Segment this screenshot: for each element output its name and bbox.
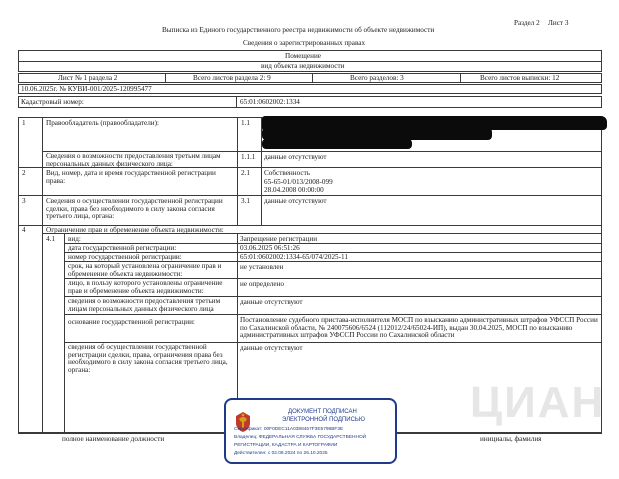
sheet-label: Лист 3: [548, 19, 569, 27]
basis-label: основание государственной регистрации:: [68, 318, 195, 326]
stamp-validity: Действителен: с 02.08.2024 по 26.10.2025: [234, 451, 328, 456]
encumbrance-label: Ограничение прав и обременение объекта недвижимости:: [46, 226, 224, 234]
deal-registration-value: данные отсутствуют: [264, 197, 327, 205]
deal-consent-value: данные отсутствуют: [240, 344, 303, 352]
third-party-data-value: данные отсутствуют: [240, 298, 303, 306]
stamp-title: ДОКУМЕНТ ПОДПИСАН: [288, 409, 357, 415]
position-caption: полное наименование должности: [62, 435, 165, 443]
electronic-signature-stamp: [224, 398, 397, 464]
object-type: Помещение: [285, 52, 321, 60]
divider: [237, 117, 238, 226]
divider: [165, 73, 166, 83]
third-party-data-label: сведения о возможности предоставления третьим лицам персональных данных физического лица: [68, 297, 221, 313]
personal-data-subnumber: 1.1.1: [241, 153, 256, 161]
kind-label: вид:: [68, 235, 81, 243]
stamp-certificate: Сертификат: 00F0DEC11A0388457F3E5798BF3E: [234, 427, 344, 432]
beneficiary-label: лицо, в пользу которого установлены ограничение прав и обременение объекта недвижимости:: [68, 279, 223, 295]
doc-id: 10.06.2025г. № КУВИ-001/2025-120995477: [21, 85, 152, 93]
row-number: 3: [22, 197, 26, 205]
total-sheets: Всего листов выписки: 12: [480, 74, 560, 82]
owner-subnumber: 1.1: [241, 119, 250, 127]
basis-value: Постановление судебного пристава-исполнителя МОСП по взысканию административных штрафов УФССП России по Сахалинской области, № 240075606/6524 (112012/24/65024-ИП), выдан 30.04.2025, МОСП по взысканию административных штрафов УФССП России по Сахалинской области: [240, 316, 598, 340]
total-sections: Всего разделов: 3: [350, 74, 404, 82]
divider: [236, 96, 237, 108]
registration-date: 28.04.2008 00:00:00: [264, 186, 324, 194]
date-label: дата государственной регистрации:: [68, 244, 177, 252]
number-label: номер государственной регистрации:: [68, 253, 182, 261]
cadastral-number: 65:01:0602002:1334: [240, 98, 300, 106]
number-value: 65:01:0602002:1334-65/074/2025-11: [240, 253, 348, 261]
divider: [64, 233, 65, 433]
cadastral-label: Кадастровый номер:: [21, 98, 84, 106]
beneficiary-value: не определено: [240, 280, 285, 288]
owner-label: Правообладатель (правообладатели):: [46, 119, 160, 127]
row-number: 1: [22, 119, 26, 127]
row-number: 4: [22, 226, 26, 234]
registration-subnumber: 2.1: [241, 169, 250, 177]
row-number: 2: [22, 169, 26, 177]
document-subtitle: Сведения о зарегистрированных правах: [243, 39, 366, 47]
stamp-subtitle: ЭЛЕКТРОННОЙ ПОДПИСЬЮ: [282, 417, 365, 423]
registration-number: 65-65-01/013/2008-099: [264, 178, 333, 186]
divider: [312, 73, 313, 83]
encumbrance-subnumber: 4.1: [46, 235, 55, 243]
section-label: Раздел 2: [514, 19, 540, 27]
sheet-of-section: Лист № 1 раздела 2: [58, 74, 118, 82]
term-label: срок, на который установлена ограничение прав и обременение объекта недвижимости:: [68, 262, 222, 278]
deal-registration-subnumber: 3.1: [241, 197, 250, 205]
document-title: Выписка из Единого государственного реестра недвижимости об объекте недвижимости: [162, 26, 435, 34]
object-type-caption: вид объекта недвижимости: [261, 62, 345, 70]
divider: [42, 233, 602, 234]
name-caption: инициалы, фамилия: [480, 435, 542, 443]
personal-data-label: Сведения о возможности предоставления третьим лицам персональных данных физического лица:: [46, 152, 221, 168]
registration-label: Вид, номер, дата и время государственной регистрации права:: [46, 169, 216, 185]
term-value: не установлен: [240, 263, 284, 271]
stamp-owner-line1: Владелец: ФЕДЕРАЛЬНАЯ СЛУЖБА ГОСУДАРСТВЕННОЙ: [234, 435, 367, 440]
divider: [64, 314, 602, 315]
stamp-owner-line2: РЕГИСТРАЦИИ, КАДАСТРА И КАРТОГРАФИИ: [234, 443, 338, 448]
personal-data-value: данные отсутствуют: [264, 153, 327, 161]
kind-value: Запрещение регистрации: [240, 235, 318, 243]
right-type: Собственность: [264, 169, 310, 177]
divider: [42, 117, 43, 433]
divider: [460, 73, 461, 83]
cadastral-row: [18, 96, 602, 108]
total-sheets-section: Всего листов раздела 2: 9: [193, 74, 271, 82]
divider: [18, 167, 602, 168]
date-value: 03.06.2025 06:51:26: [240, 244, 300, 252]
redaction-bar: [262, 139, 412, 149]
deal-registration-label: Сведения о осуществлении государственной регистрации сделки, права без необходимого в силу закона согласия третьего лица, органа:: [46, 197, 223, 221]
deal-consent-label: сведения об осуществлении государственной регистрации сделки, права, ограничения права без необходимого в силу закона согласия третьего лица, органа:: [68, 343, 228, 374]
watermark: ЦИАН: [470, 378, 606, 427]
divider: [18, 195, 602, 196]
